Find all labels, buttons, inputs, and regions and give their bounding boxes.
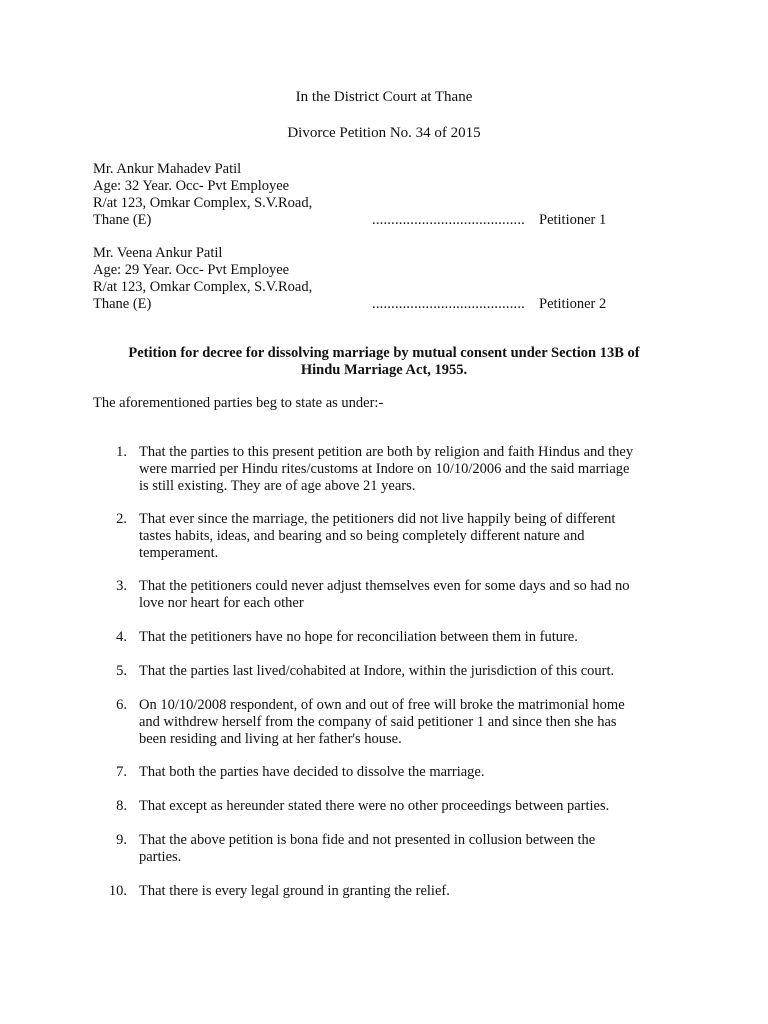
petition-heading [60, 345, 708, 379]
item-text [139, 511, 679, 562]
petitioner-city-line [93, 212, 693, 229]
petitioner-age: Age: 32 Year. Occ- Pvt Employee [93, 178, 290, 194]
item-line: That the parties to this present petition are both by religion and faith Hindus and they [139, 444, 634, 460]
item-line: That the petitioners could never adjust themselves even for some days and so had no [139, 578, 630, 594]
petitioner-city: Thane (E) [93, 212, 152, 228]
item-line: and withdrew herself from the company of said petitioner 1 and since then she has [139, 714, 617, 730]
item-text [139, 883, 679, 900]
petitioner-name: Mr. Ankur Mahadev Patil [93, 161, 242, 177]
petition-heading-line: Hindu Marriage Act, 1955. [300, 362, 468, 378]
item-number: 5. [116, 663, 127, 679]
item-number: 8. [116, 798, 127, 814]
item-line: temperament. [139, 545, 219, 561]
item-text [139, 697, 679, 748]
petitioner-address: R/at 123, Omkar Complex, S.V.Road, [93, 279, 313, 295]
item-text [139, 798, 679, 815]
petition-heading-line: Petition for decree for dissolving marriage by mutual consent under Section 13B of [128, 345, 640, 361]
petitioner-address: R/at 123, Omkar Complex, S.V.Road, [93, 195, 313, 211]
petitioner-block [93, 161, 693, 229]
petitioner-name: Mr. Veena Ankur Patil [93, 245, 223, 261]
item-line: That ever since the marriage, the petitioners did not live happily being of different [139, 511, 616, 527]
item-number: 6. [116, 697, 127, 713]
signature-dots: ........................................ [372, 296, 525, 312]
petitioner-role: Petitioner 1 [539, 212, 607, 228]
item-line: tastes habits, ideas, and bearing and so being completely different nature and [139, 528, 585, 544]
item-number: 4. [116, 629, 127, 645]
petitioner-block [93, 245, 693, 313]
intro-text: The aforementioned parties beg to state as under:- [93, 395, 384, 411]
item-text [139, 832, 679, 866]
item-text [139, 764, 679, 781]
petitioner-role: Petitioner 2 [539, 296, 607, 312]
petitioner-age: Age: 29 Year. Occ- Pvt Employee [93, 262, 290, 278]
court-title: In the District Court at Thane [295, 89, 473, 105]
item-line: That the above petition is bona fide and not presented in collusion between the [139, 832, 596, 848]
item-number: 2. [116, 511, 127, 527]
item-line: That both the parties have decided to dissolve the marriage. [139, 764, 485, 780]
item-number: 1. [116, 444, 127, 460]
item-line: On 10/10/2008 respondent, of own and out of free will broke the matrimonial home [139, 697, 625, 713]
item-text [139, 444, 679, 495]
item-number: 3. [116, 578, 127, 594]
item-number: 9. [116, 832, 127, 848]
item-number: 7. [116, 764, 127, 780]
item-number: 10. [108, 883, 127, 899]
item-line: That the parties last lived/cohabited at Indore, within the jurisdiction of this court. [139, 663, 615, 679]
signature-dots: ........................................ [372, 212, 525, 228]
item-line: That except as hereunder stated there were no other proceedings between parties. [139, 798, 610, 814]
item-text [139, 663, 679, 680]
item-line: love nor heart for each other [139, 595, 304, 611]
item-line: been residing and living at her father's house. [139, 731, 402, 747]
item-line: were married per Hindu rites/customs at Indore on 10/10/2006 and the said marriage [139, 461, 630, 477]
petition-number: Divorce Petition No. 34 of 2015 [287, 125, 481, 141]
item-line: That the petitioners have no hope for reconciliation between them in future. [139, 629, 578, 645]
petitioner-city: Thane (E) [93, 296, 152, 312]
item-line: is still existing. They are of age above 21 years. [139, 478, 416, 494]
item-text [139, 629, 679, 646]
item-text [139, 578, 679, 612]
petitioner-city-line [93, 296, 693, 313]
item-line: That there is every legal ground in granting the relief. [139, 883, 450, 899]
item-line: parties. [139, 849, 182, 865]
